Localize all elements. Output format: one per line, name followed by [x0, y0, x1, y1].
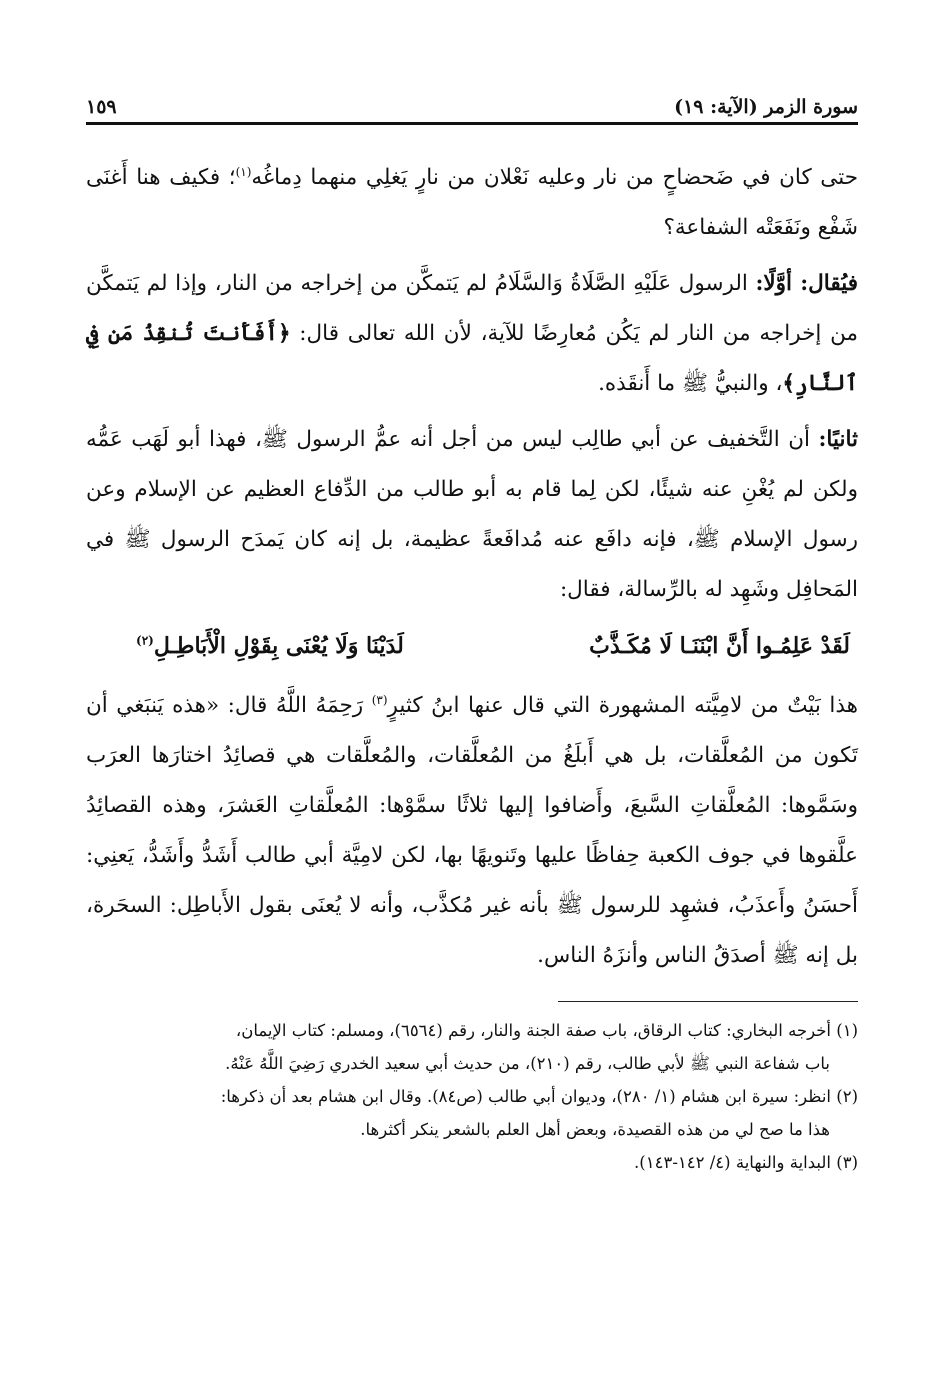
paragraph-1-end: ؛ فكيف هنا أَغنَى شَفْع ونَفَعَتْه الشفاعة؟ [86, 165, 858, 240]
running-header [86, 88, 858, 125]
footnote-ref-3[interactable]: (٣) [371, 692, 388, 707]
paragraph-4-text-a: هذا بَيْتٌ من لامِيَّته المشهورة التي قال عنها ابنُ كثيرٍ [387, 693, 858, 718]
paragraph-3-text: أن التَّخفيف عن أبي طالِب ليس من أجل أنه عمُّ الرسول ﷺ، فهذا أبو لَهَب عَمُّه ولكن لم يُغْنِ عنه شيئًا، لكن لِما قام به أبو طالب من الدِّفاع العظيم عن الإسلام وعن رسول الإسلام ﷺ، فإنه دافَع عنه مُدافَعةً عظيمة، بل إنه كان يَمدَح الرسول ﷺ في المَحافِل وشَهِد له بالرِّسالة، فقال: [86, 427, 858, 602]
paragraph-1 [86, 153, 858, 253]
footnote-ref-1[interactable]: (١) [235, 164, 252, 179]
paragraph-4 [86, 681, 858, 981]
quran-quote: ﴿أَفَأَنتَ تُنقِذُ مَن فِي ٱلنَّارِ﴾ [86, 321, 858, 396]
footnote-1-line-1: (١) أخرجه البخاري: كتاب الرقاق، باب صفة الجنة والنار، رقم (٦٥٦٤)، ومسلم: كتاب الإيمان، [235, 1021, 858, 1040]
main-text [86, 153, 858, 981]
paragraph-4-text-b: رَحِمَهُ اللَّهُ قال: «هذه يَنبَغي أن تَكون من المُعلَّقات، بل هي أَبلَغُ من المُعلَّقات، والمُعلَّقات هي قصائِدُ اختارَها العرَب وسَمَّوها: المُعلَّقاتِ السَّبعَ، وأَضافوا إليها ثلاثًا سمَّوْها: المُعلَّقاتِ العَشرَ، وهذه القصائِدُ علَّقوها في جوف الكعبة حِفاظًا عليها وتَنويهًا بها، لكن لامِيَّة أبي طالب أَشَدُّ وأَشَدُّ، يَعنِي: أَحسَنُ وأَعذَبُ، فشهِد للرسول ﷺ بأنه غير مُكذَّب، وأنه لا يُعنَى بقول الأَباطِل: السحَرة، بل إنه ﷺ أصدَقُ الناس وأنزَهُ الناس. [86, 693, 858, 968]
paragraph-1-text: حتى كان في ضَحضاحٍ من نار وعليه نَعْلان من نارٍ يَغلِي منهما دِماغُه [251, 165, 858, 190]
verse-second-hemistich: لَدَيْنَا وَلَا يُعْنَى بِقَوْلِ الْأَبَاطِـلِ [153, 633, 404, 659]
footnote-divider [558, 1001, 858, 1002]
verse-second-hemistich-wrap [136, 621, 404, 671]
footnote-3: (٣) البداية والنهاية (٤/ ١٤٢-١٤٣). [634, 1153, 858, 1172]
footnote-2-line-2: هذا ما صح لي من هذه القصيدة، وبعض أهل العلم بالشعر ينكر أكثرها. [360, 1120, 830, 1139]
poetry-verse [136, 621, 850, 671]
paragraph-2-text-a: الرسول عَلَيْهِ الصَّلَاةُ وَالسَّلَامُ لم يَتمكَّن من إخراجه من النار، وإذا لم يَتمكَّن من إخراجه من النار لم يَكُن مُعارِضًا للآية، لأن الله تعالى قال: [86, 271, 858, 346]
paragraph-3 [86, 415, 858, 615]
paragraph-2 [86, 259, 858, 409]
footnote-2-line-1: (٢) انظر: سيرة ابن هشام (١/ ٢٨٠)، وديوان أبي طالب (ص٨٤). وقال ابن هشام بعد أن ذكرها: [220, 1087, 858, 1106]
footnotes [86, 1014, 858, 1179]
verse-first-hemistich: لَقَدْ عَلِمُـوا أَنَّ ابْنَنَـا لَا مُكَـذَّبٌ [589, 633, 850, 659]
footnote-ref-2[interactable]: (٢) [136, 633, 154, 648]
paragraph-3-lead: ثانيًا: [818, 427, 858, 452]
paragraph-2-text-b: ، والنبيُّ ﷺ ما أَنقَذه. [598, 371, 783, 396]
book-page [86, 88, 858, 1179]
surah-title: سورة الزمر (الآية: ١٩) [674, 96, 858, 118]
page-number: ١٥٩ [86, 96, 117, 118]
footnote-1-line-2: باب شفاعة النبي ﷺ لأبي طالب، رقم (٢١٠)، من حديث أبي سعيد الخدري رَضِيَ اللَّهُ عَنْهُ. [225, 1054, 830, 1073]
paragraph-2-lead: فيُقال: أوَّلًا: [755, 271, 858, 296]
